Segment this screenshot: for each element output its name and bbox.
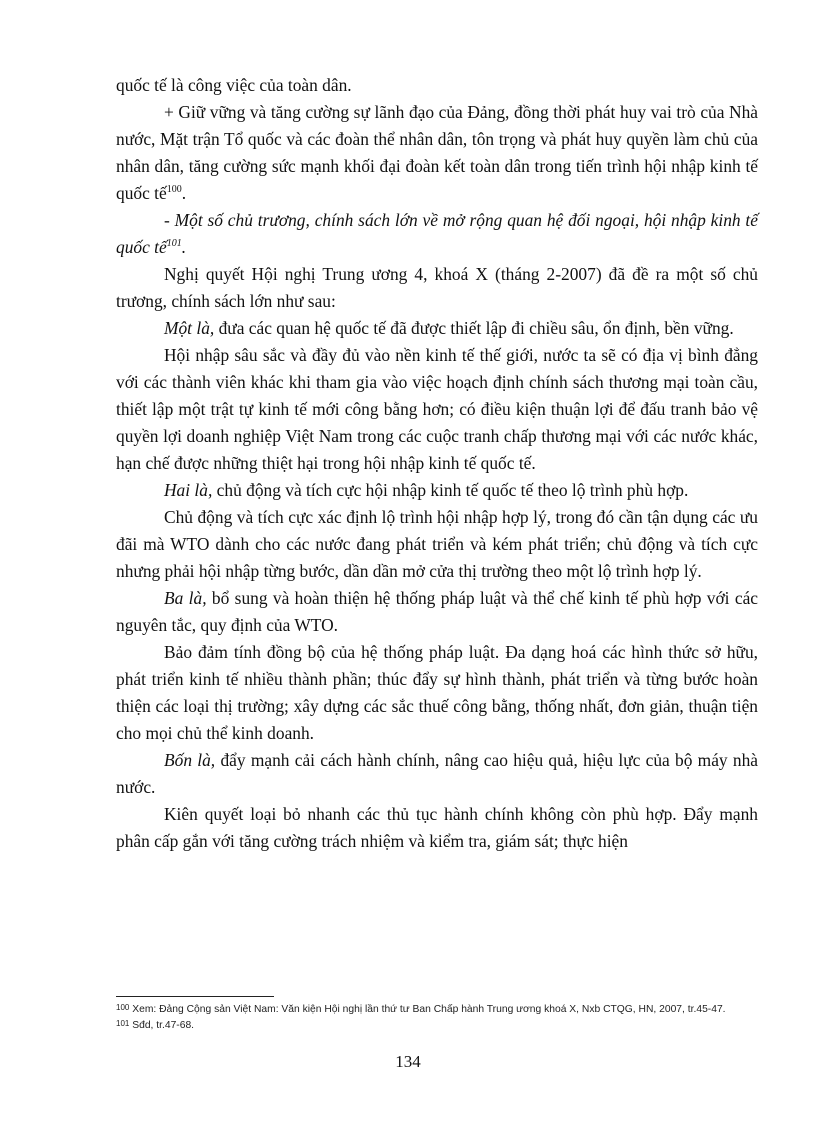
paragraph-text: Nghị quyết Hội nghị Trung ương 4, khoá X (tháng 2-2007) đã đề ra một số chủ trương, chính sách lớn như sau: — [116, 264, 758, 311]
lead-phrase: Bốn là, — [164, 750, 216, 770]
footnote — [116, 1001, 758, 1017]
paragraph-text: . — [181, 183, 187, 203]
paragraph — [116, 261, 758, 315]
lead-phrase: Ba là, — [164, 588, 207, 608]
footnote-text: Sđd, tr.47-68. — [129, 1019, 195, 1031]
paragraph-text: bổ sung và hoàn thiện hệ thống pháp luật và thể chế kinh tế phù hợp với các nguyên tắc, quy định của WTO. — [116, 588, 759, 635]
section-heading — [116, 207, 758, 261]
paragraph — [116, 72, 758, 99]
paragraph-text: Hội nhập sâu sắc và đầy đủ vào nền kinh tế thế giới, nước ta sẽ có địa vị bình đẳng với các thành viên khác khi tham gia vào việc hoạch định chính sách thương mại toàn cầu, thiết lập một trật tự kinh tế mới công bằng hơn; có điều kiện thuận lợi để đấu tranh bảo vệ quyền lợi doanh nghiệp Việt Nam trong các cuộc tranh chấp thương mại với các nước khác, hạn chế được những thiệt hại trong hội nhập kinh tế quốc tế. — [116, 345, 758, 473]
paragraph — [116, 477, 758, 504]
footnote-ref[interactable]: 101 — [166, 238, 182, 249]
heading-text: . — [181, 237, 187, 257]
footnote-ref[interactable]: 100 — [166, 184, 182, 195]
paragraph-text: Kiên quyết loại bỏ nhanh các thủ tục hành chính không còn phù hợp. Đẩy mạnh phân cấp gắn với tăng cường trách nhiệm và kiểm tra, giám sát; thực hiện — [116, 804, 758, 851]
paragraph-text: Chủ động và tích cực xác định lộ trình hội nhập hợp lý, trong đó cần tận dụng các ưu đãi mà WTO dành cho các nước đang phát triển và kém phát triển; chủ động và tích cực nhưng phải hội nhập từng bước, dần dần mở cửa thị trường theo một lộ trình hợp lý. — [116, 507, 758, 581]
paragraph-text: quốc tế là công việc của toàn dân. — [116, 75, 352, 95]
footnote-divider — [116, 996, 274, 997]
paragraph-text: đưa các quan hệ quốc tế đã được thiết lập đi chiều sâu, ổn định, bền vững. — [214, 318, 734, 338]
paragraph — [116, 585, 758, 639]
paragraph — [116, 801, 758, 855]
document-body — [116, 72, 758, 855]
footnote-text: Xem: Đảng Cộng sản Việt Nam: Văn kiện Hội nghị lần thứ tư Ban Chấp hành Trung ương khoá X, Nxb CTQG, HN, 2007, tr.45-47. — [129, 1004, 726, 1015]
paragraph-text: + Giữ vững và tăng cường sự lãnh đạo của Đảng, đồng thời phát huy vai trò của Nhà nước, Mặt trận Tổ quốc và các đoàn thể nhân dân, tôn trọng và phát huy quyền làm chủ của nhân dân, tăng cường sức mạnh khối đại đoàn kết toàn dân trong tiến trình hội nhập kinh tế quốc tế — [116, 102, 758, 203]
paragraph-text: Bảo đảm tính đồng bộ của hệ thống pháp luật. Đa dạng hoá các hình thức sở hữu, phát triển kinh tế nhiều thành phần; thúc đẩy sự hình thành, phát triển và từng bước hoàn thiện các loại thị trường; xây dựng các sắc thuế công bằng, thống nhất, đơn giản, thuận tiện cho mọi chủ thể kinh doanh. — [116, 642, 758, 743]
page-number: 134 — [395, 1052, 421, 1071]
footnote — [116, 1017, 758, 1033]
paragraph — [116, 747, 758, 801]
footnote-number: 101 — [116, 1018, 130, 1028]
paragraph — [116, 315, 758, 342]
paragraph-text: đẩy mạnh cải cách hành chính, nâng cao hiệu quả, hiệu lực của bộ máy nhà nước. — [116, 750, 758, 797]
lead-phrase: Hai là, — [164, 480, 213, 500]
footnote-number: 100 — [116, 1003, 130, 1012]
paragraph-text: chủ động và tích cực hội nhập kinh tế quốc tế theo lộ trình phù hợp. — [212, 480, 689, 500]
lead-phrase: Một là, — [164, 318, 215, 338]
footnotes — [116, 1001, 758, 1032]
paragraph — [116, 99, 758, 207]
paragraph — [116, 342, 758, 477]
paragraph — [116, 504, 758, 585]
paragraph — [116, 639, 758, 747]
heading-text: - Một số chủ trương, chính sách lớn về mở rộng quan hệ đối ngoại, hội nhập kinh tế quốc tế — [116, 210, 758, 257]
